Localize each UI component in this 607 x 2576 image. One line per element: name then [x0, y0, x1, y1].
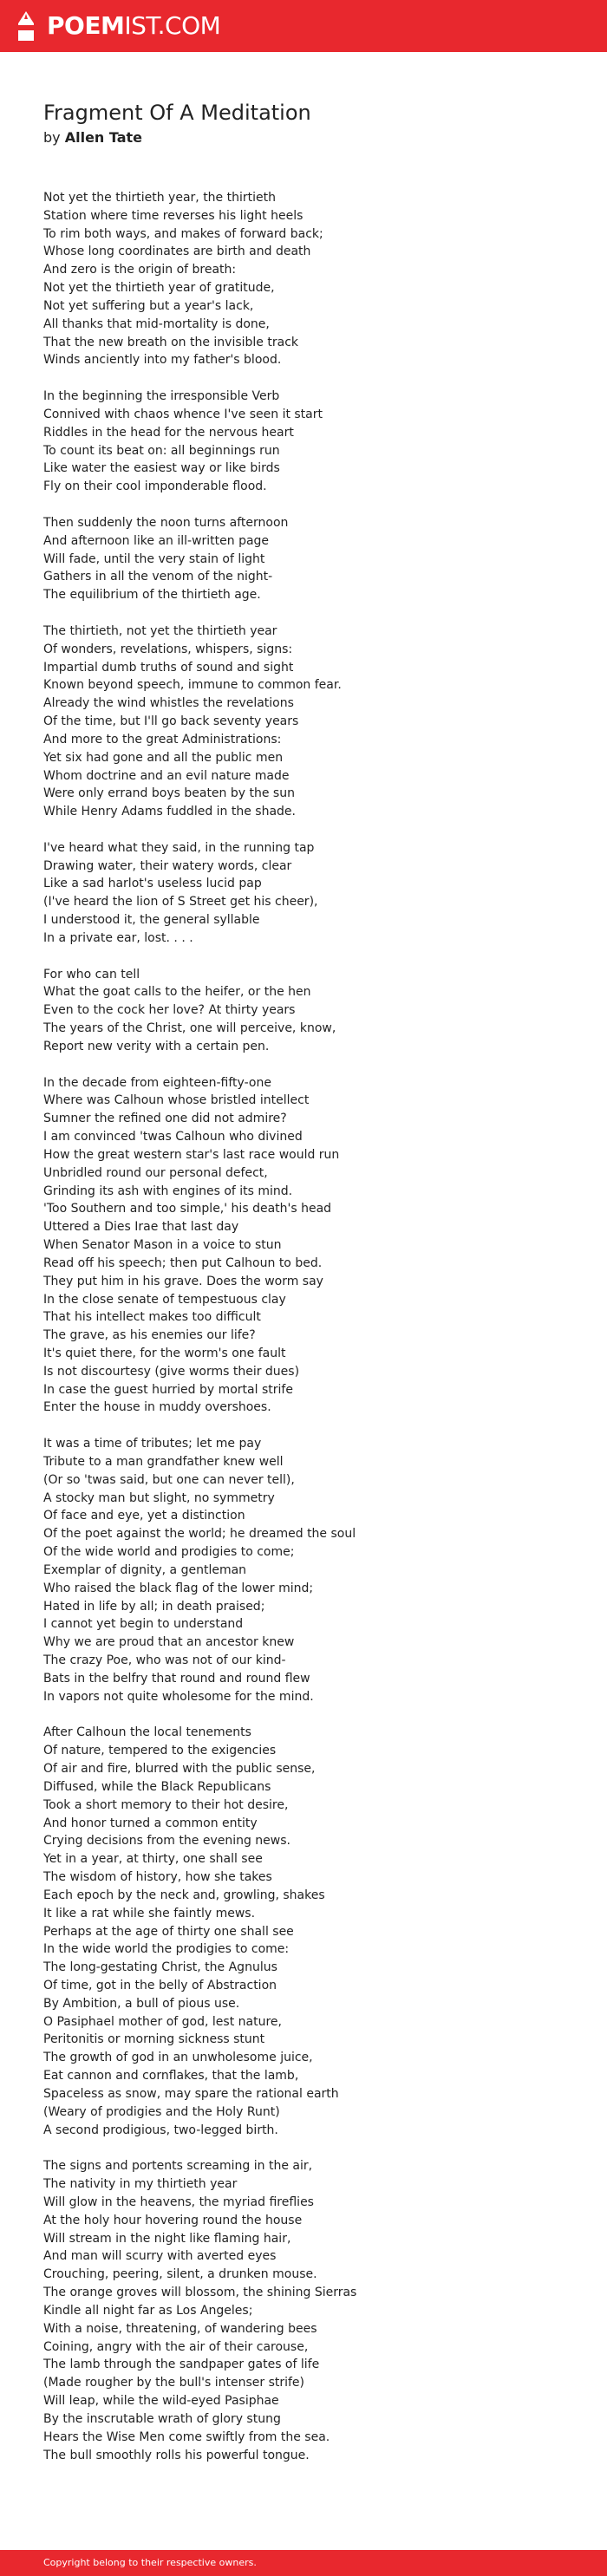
poem-line: And zero is the origin of breath:: [43, 263, 237, 277]
poem-line: Known beyond speech, immune to common fear.: [43, 678, 342, 693]
poem-stanza: [43, 1435, 564, 1705]
poem-line: The grave, as his enemies our life?: [43, 1328, 256, 1343]
poem-line: The signs and portents screaming in the air,: [43, 2159, 313, 2174]
poem-line: The lamb through the sandpaper gates of life: [43, 2358, 320, 2372]
poem-line: O Pasiphael mother of god, lest nature,: [43, 2014, 282, 2029]
poem-line: Of face and eye, yet a distinction: [43, 1509, 245, 1523]
poem-line: In case the guest hurried by mortal strife: [43, 1382, 293, 1397]
poem-line: I am convinced 'twas Calhoun who divined: [43, 1130, 303, 1145]
poem-line: Whom doctrine and an evil nature made: [43, 768, 290, 783]
poem-line: Of the time, but I'll go back seventy years: [43, 714, 299, 729]
poem-line: Enter the house in muddy overshoes.: [43, 1400, 271, 1415]
poem-stanza: [43, 1724, 564, 2139]
poem-line: Each epoch by the neck and, growling, shakes: [43, 1888, 325, 1902]
poem-line: How the great western star's last race would run: [43, 1147, 340, 1162]
poem-stanza: [43, 839, 564, 948]
poem-line: Of nature, tempered to the exigencies: [43, 1744, 277, 1758]
poem-line: In the beginning the irresponsible Verb: [43, 389, 280, 404]
poem-line: Of wonders, revelations, whispers, signs:: [43, 642, 293, 656]
poem-line: It like a rat while she faintly mews.: [43, 1906, 256, 1921]
poem-line: Station where time reverses his light heels: [43, 208, 304, 223]
poem-line: (Weary of prodigies and the Holy Runt): [43, 2104, 280, 2119]
poem-line: Crouching, peering, silent, a drunken mouse.: [43, 2267, 317, 2282]
poem-body: [43, 189, 564, 2464]
poem-line: Not yet the thirtieth year, the thirtieth: [43, 191, 276, 205]
byline-prefix: by: [43, 129, 61, 146]
poem-line: Grinding its ash with engines of its mind.: [43, 1184, 293, 1198]
poem-stanza: [43, 189, 564, 369]
poem-line: The crazy Poe, who was not of our kind-: [43, 1653, 286, 1668]
poem-line: Tribute to a man grandfather knew well: [43, 1454, 284, 1469]
logo-word-bold: POEM: [47, 11, 125, 40]
poem-line: Exemplar of dignity, a gentleman: [43, 1562, 247, 1577]
poem-line: By Ambition, a bull of pious use.: [43, 1996, 240, 2011]
poem-line: Yet six had gone and all the public men: [43, 750, 284, 765]
poem-line: 'Too Southern and too simple,' his death's head: [43, 1202, 332, 1216]
poem-line: Will stream in the night like flaming hair,: [43, 2231, 291, 2246]
poem-line: For who can tell: [43, 967, 140, 981]
poem-line: Why we are proud that an ancestor knew: [43, 1635, 295, 1650]
poem-line: I cannot yet begin to understand: [43, 1617, 244, 1632]
poem-line: Bats in the belfry that round and round flew: [43, 1671, 310, 1686]
poem-line: Drawing water, their watery words, clear: [43, 858, 292, 873]
poem-title: Fragment Of A Meditation: [43, 101, 311, 125]
poem-stanza: [43, 2157, 564, 2464]
poem-stanza: [43, 1074, 564, 1418]
poem-line: Even to the cock her love? At thirty years: [43, 1003, 296, 1018]
poem-line: Were only errand boys beaten by the sun: [43, 786, 295, 801]
poem-line: Of time, got in the belly of Abstraction: [43, 1978, 277, 1992]
poem-line: I understood it, the general syllable: [43, 913, 260, 928]
poem-line: Unbridled round our personal defect,: [43, 1165, 268, 1180]
poem-line: Not yet the thirtieth year of gratitude,: [43, 281, 275, 296]
poem-line: Of the poet against the world; he dreamed the soul: [43, 1527, 356, 1542]
poem-line: With a noise, threatening, of wandering bees: [43, 2321, 317, 2336]
poem-line: The long-gestating Christ, the Agnulus: [43, 1960, 277, 1975]
poem-line: Of the wide world and prodigies to come;: [43, 1545, 295, 1560]
poem-line: Impartial dumb truths of sound and sight: [43, 660, 294, 675]
poem-line: All thanks that mid-mortality is done,: [43, 316, 270, 331]
poem-line: Eat cannon and cornflakes, that the lamb,: [43, 2069, 299, 2084]
poem-line: (Made rougher by the bull's intenser strife): [43, 2376, 304, 2390]
poem-line: Riddles in the head for the nervous heart: [43, 425, 294, 440]
poem-line: The years of the Christ, one will perceive, know,: [43, 1021, 336, 1036]
copyright-text: Copyright belong to their respective owners.: [43, 2557, 257, 2568]
poem-line: Kindle all night far as Los Angeles;: [43, 2303, 253, 2318]
site-footer: [0, 2550, 607, 2576]
poem-line: At the holy hour hovering round the house: [43, 2213, 303, 2227]
poem-line: Already the wind whistles the revelations: [43, 696, 294, 711]
site-header: [0, 0, 607, 52]
poem-line: To count its beat on: all beginnings run: [43, 443, 280, 458]
poem-line: That his intellect makes too difficult: [43, 1310, 261, 1325]
poem-line: Fly on their cool imponderable flood.: [43, 479, 267, 494]
poem-line: Of air and fire, blurred with the public sense,: [43, 1762, 316, 1777]
poem-line: And man will scurry with averted eyes: [43, 2249, 277, 2264]
poem-stanza: [43, 623, 564, 821]
poem-line: Crying decisions from the evening news.: [43, 1834, 290, 1849]
poem-line: Will fade, until the very stain of light: [43, 551, 265, 566]
poem-line: In the close senate of tempestuous clay: [43, 1292, 286, 1307]
poem-stanza: [43, 388, 564, 496]
poem-line: In the wide world the prodigies to come:: [43, 1942, 290, 1957]
poem-line: Where was Calhoun whose bristled intellect: [43, 1093, 310, 1108]
poem-line: They put him in his grave. Does the worm say: [43, 1274, 323, 1288]
poem-byline: [43, 128, 564, 147]
poem-line: Is not discourtesy (give worms their dues): [43, 1364, 300, 1379]
poem-stanza: [43, 966, 564, 1056]
poem-line: I've heard what they said, in the running tap: [43, 840, 315, 855]
poem-line: The orange groves will blossom, the shining Sierras: [43, 2286, 357, 2300]
poem-line: After Calhoun the local tenements: [43, 1725, 251, 1740]
poem-author[interactable]: Allen Tate: [64, 129, 143, 146]
poem-line: Report new verity with a certain pen.: [43, 1039, 270, 1053]
poem-line: Hated in life by all; in death praised;: [43, 1599, 265, 1614]
poem-line: In vapors not quite wholesome for the mind.: [43, 1689, 314, 1704]
poem-line: Coining, angry with the air of their carouse,: [43, 2339, 309, 2354]
poem-line: Who raised the black flag of the lower mind;: [43, 1581, 314, 1595]
poem-line: It's quiet there, for the worm's one fault: [43, 1347, 286, 1360]
poem-line: The equilibrium of the thirtieth age.: [43, 588, 261, 603]
poem-line: Will glow in the heavens, the myriad fireflies: [43, 2194, 314, 2209]
logo-word-light: IST.COM: [124, 11, 221, 40]
poem-line: Uttered a Dies Irae that last day: [43, 1220, 239, 1235]
poem-line: By the inscrutable wrath of glory stung: [43, 2411, 281, 2426]
poem-line: Like water the easiest way or like birds: [43, 461, 280, 476]
poem-line: Winds anciently into my father's blood.: [43, 353, 282, 368]
poem-line: In the decade from eighteen-fifty-one: [43, 1075, 271, 1090]
poem-line: And more to the great Administrations:: [43, 732, 282, 747]
poem-line: When Senator Mason in a voice to stun: [43, 1238, 282, 1253]
poem-line: Then suddenly the noon turns afternoon: [43, 515, 289, 530]
poem-article: [43, 98, 564, 2482]
pen-nib-icon: [16, 10, 36, 42]
poem-line: Gathers in all the venom of the night-: [43, 570, 273, 584]
poem-line: Diffused, while the Black Republicans: [43, 1779, 271, 1794]
poem-line: Read off his speech; then put Calhoun to bed.: [43, 1255, 323, 1270]
poem-line: The thirtieth, not yet the thirtieth year: [43, 623, 277, 638]
poem-line: Whose long coordinates are birth and death: [43, 245, 311, 259]
poem-line: Yet in a year, at thirty, one shall see: [43, 1852, 263, 1867]
poem-line: Will leap, while the wild-eyed Pasiphae: [43, 2394, 279, 2409]
poem-line: And afternoon like an ill-written page: [43, 533, 270, 548]
poem-line: Like a sad harlot's useless lucid pap: [43, 877, 262, 891]
poem-line: Took a short memory to their hot desire,: [43, 1797, 289, 1812]
poem-line: Perhaps at the age of thirty one shall see: [43, 1924, 294, 1939]
poem-line: Connived with chaos whence I've seen it start: [43, 407, 323, 421]
poem-line: Not yet suffering but a year's lack,: [43, 298, 254, 313]
poem-line: Sumner the refined one did not admire?: [43, 1112, 287, 1126]
poem-line: A second prodigious, two-legged birth.: [43, 2123, 278, 2137]
poem-line: The wisdom of history, how she takes: [43, 1870, 272, 1885]
site-logo[interactable]: [16, 10, 220, 42]
poem-line: Spaceless as snow, may spare the rational earth: [43, 2086, 339, 2101]
poem-line: The bull smoothly rolls his powerful tongue.: [43, 2448, 310, 2462]
poem-line: And honor turned a common entity: [43, 1816, 258, 1830]
poem-line: That the new breath on the invisible track: [43, 335, 298, 349]
poem-stanza: [43, 514, 564, 604]
poem-line: Peritonitis or morning sickness stunt: [43, 2032, 265, 2047]
poem-line: (I've heard the lion of S Street get his cheer),: [43, 895, 318, 910]
poem-line: What the goat calls to the heifer, or the hen: [43, 985, 311, 1000]
poem-line: A stocky man but slight, no symmetry: [43, 1490, 275, 1505]
poem-line: While Henry Adams fuddled in the shade.: [43, 805, 296, 819]
poem-line: In a private ear, lost. . . .: [43, 930, 193, 945]
poem-line: The nativity in my thirtieth year: [43, 2177, 238, 2192]
site-logo-text: [47, 10, 220, 42]
poem-line: The growth of god in an unwholesome juice,: [43, 2051, 313, 2065]
poem-line: To rim both ways, and makes of forward back;: [43, 226, 323, 241]
poem-line: (Or so 'twas said, but one can never tell),: [43, 1472, 295, 1487]
poem-line: Hears the Wise Men come swiftly from the sea.: [43, 2429, 330, 2444]
poem-line: It was a time of tributes; let me pay: [43, 1437, 262, 1451]
